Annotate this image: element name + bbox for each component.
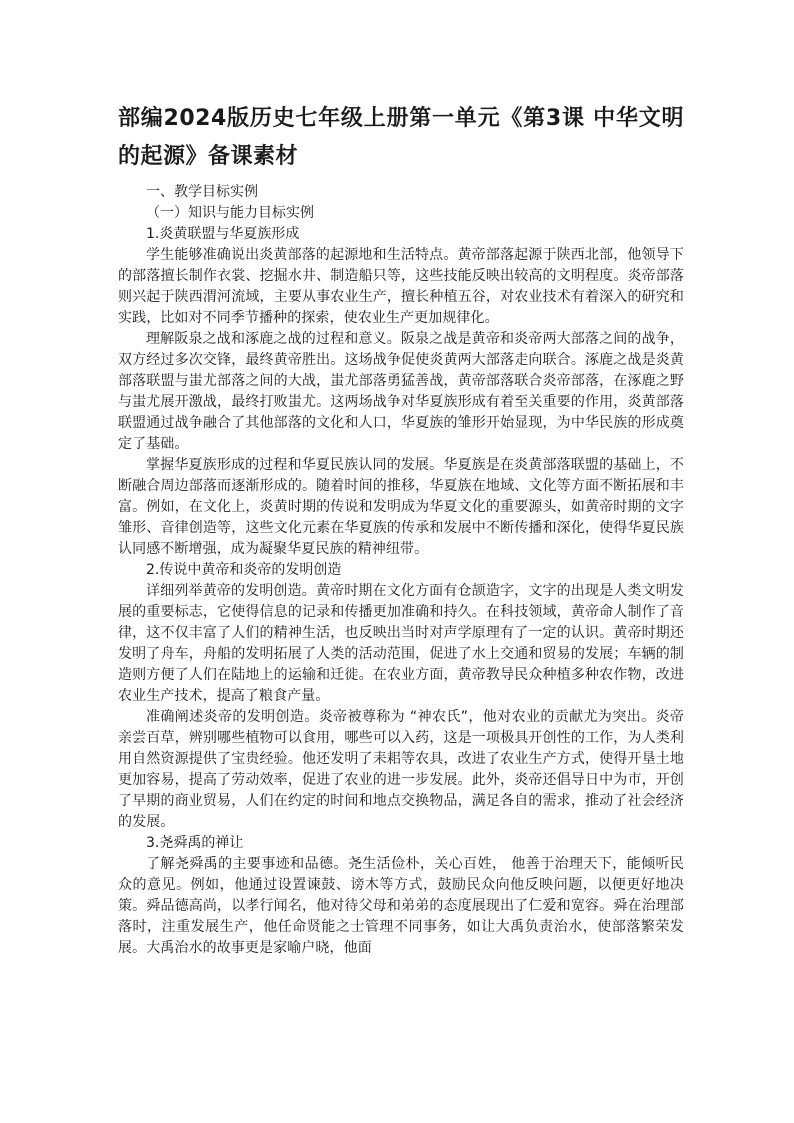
topic-heading-abdication: 3.尧舜禹的禅让 — [146, 835, 244, 851]
topic-heading-inventions: 2.传说中黄帝和炎帝的发明创造 — [146, 562, 342, 578]
section-heading-teaching-goals: 一、教学目标实例 — [146, 184, 258, 200]
paragraph-yandi-inventions: 准确阐述炎帝的发明创造。炎帝被尊称为 “神农氏”，他对农业的贡献尤为突出。炎帝亲尝百草，辨别哪些植物可以食用，哪些可以入药，这是一项极具开创性的工作，为人类利用自然资源提供了宝贵经验。他还发明了耒耜等农具，改进了农业生产方式，使得开垦土地更加容易，提高了劳动效率，促进了农业的进一步发展。此外，炎帝还倡导日中为市，开创了早期的商业贸易，人们在约定的时间和地点交换物品，满足各自的需求，推动了社会经济的发展。 — [118, 709, 684, 830]
document-title: 部编2024版历史七年级上册第一单元《第3课 中华文明的起源》备课素材 — [118, 106, 684, 169]
topic-heading-yanhuang-alliance: 1.炎黄联盟与华夏族形成 — [146, 226, 300, 242]
paragraph-battles: 理解阪泉之战和涿鹿之战的过程和意义。阪泉之战是黄帝和炎帝两大部落之间的战争，双方经过多次交锋，最终黄帝胜出。这场战争促使炎黄两大部落走向联合。涿鹿之战是炎黄部落联盟与蚩尤部落之间的大战，蚩尤部落勇猛善战，黄帝部落联合炎帝部落，在涿鹿之野与蚩尤展开激战，最终打败蚩尤。这两场战争对华夏族形成有着至关重要的作用，炎黄部落联盟通过战争融合了其他部落的文化和人口，华夏族的雏形开始显现，为中华民族的形成奠定了基础。 — [118, 331, 684, 452]
paragraph-huaxia-formation: 掌握华夏族形成的过程和华夏民族认同的发展。华夏族是在炎黄部落联盟的基础上，不断融合周边部落而逐渐形成的。随着时间的推移，华夏族在地域、文化等方面不断拓展和丰富。例如，在文化上，炎黄时期的传说和发明成为华夏文化的重要源头，如黄帝时期的文字雏形、音律创造等，这些文化元素在华夏族的传承和发展中不断传播和深化，使得华夏民族认同感不断增强，成为凝聚华夏民族的精神纽带。 — [118, 457, 684, 557]
paragraph-yao-shun-yu: 了解尧舜禹的主要事迹和品德。尧生活俭朴，关心百姓， 他善于治理天下，能倾听民众的意见。例如，他通过设置谏鼓、谤木等方式，鼓励民众向他反映问题，以便更好地决策。舜品德高尚，以孝行闻名，他对待父母和弟弟的态度展现出了仁爱和宽容。舜在治理部落时，注重发展生产，他任命贤能之士管理不同事务，如让大禹负责治水，使部落繁荣发展。大禹治水的故事更是家喻户晓，他面 — [118, 856, 684, 956]
subsection-heading-knowledge-ability: （一）知识与能力目标实例 — [146, 205, 314, 221]
document-page — [118, 100, 684, 959]
paragraph-huangdi-inventions: 详细列举黄帝的发明创造。黄帝时期在文化方面有仓颉造字，文字的出现是人类文明发展的重要标志，它使得信息的记录和传播更加准确和持久。在科技领域，黄帝命人制作了音律，这不仅丰富了人们的精神生活，也反映出当时对声学原理有了一定的认识。黄帝时期还发明了舟车，舟船的发明拓展了人类的活动范围，促进了水上交通和贸易的发展；车辆的制造则方便了人们在陆地上的运输和迁徙。在农业方面，黄帝教导民众种植多种农作物，改进农业生产技术，提高了粮食产量。 — [118, 583, 684, 704]
paragraph-yanhuang-origins: 学生能够准确说出炎黄部落的起源地和生活特点。黄帝部落起源于陕西北部，他领导下的部落擅长制作衣裳、挖掘水井、制造船只等，这些技能反映出较高的文明程度。炎帝部落则兴起于陕西渭河流域，主要从事农业生产，擅长种植五谷，对农业技术有着深入的研究和实践，比如对不同季节播种的探索，使农业生产更加规律化。 — [118, 247, 684, 326]
